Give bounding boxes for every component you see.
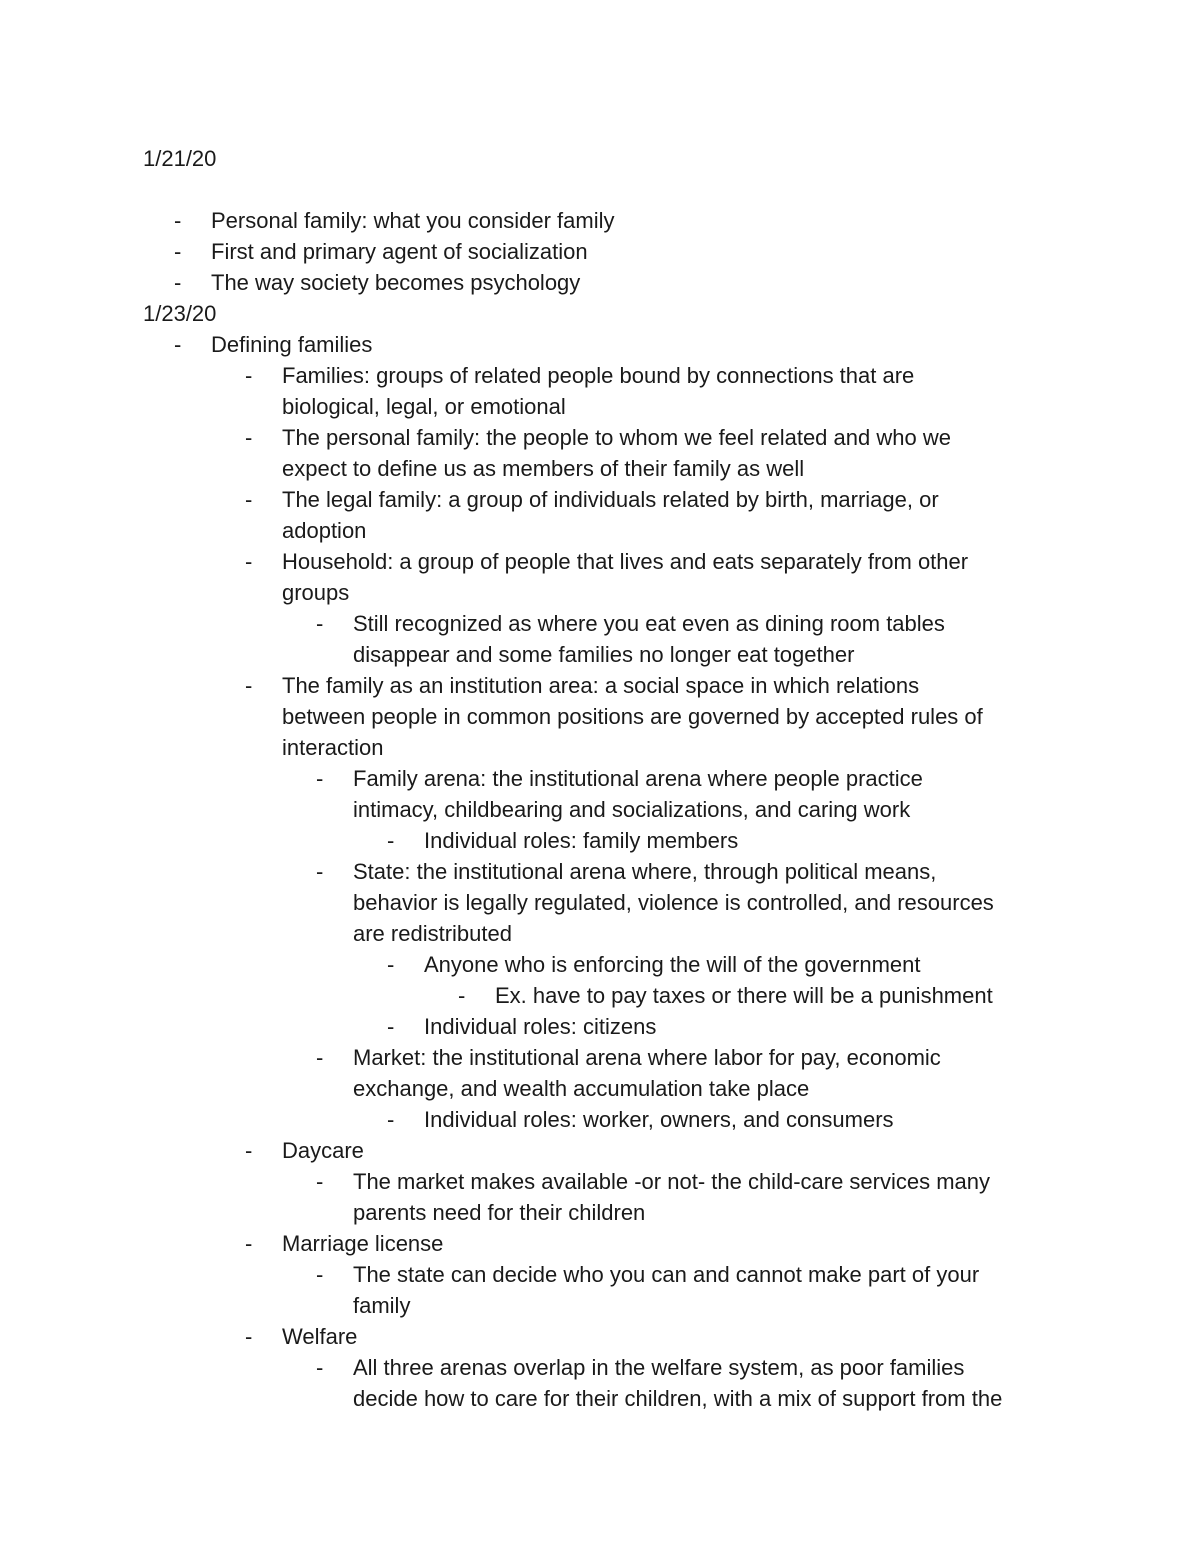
bullet-text: Families: groups of related people bound by connections that are bbox=[282, 363, 915, 388]
bullet-text: The legal family: a group of individuals related by birth, marriage, or bbox=[282, 487, 939, 512]
bullet-text: family bbox=[353, 1293, 411, 1318]
dash-marker: - bbox=[316, 1045, 324, 1070]
bullet-text: State: the institutional arena where, through political means, bbox=[353, 859, 937, 884]
bullet-text: The personal family: the people to whom we feel related and who we bbox=[282, 425, 951, 450]
bullet-continuation bbox=[0, 918, 1200, 949]
dash-marker: - bbox=[316, 1262, 324, 1287]
bullet-continuation bbox=[0, 887, 1200, 918]
bullet-item bbox=[0, 949, 1200, 980]
bullet-text: decide how to care for their children, with a mix of support from the bbox=[353, 1386, 1003, 1411]
bullet-text: The market makes available -or not- the child-care services many bbox=[353, 1169, 991, 1194]
bullet-text: Marriage license bbox=[282, 1231, 444, 1256]
bullet-item bbox=[0, 825, 1200, 856]
dash-marker: - bbox=[174, 332, 182, 357]
dash-marker: - bbox=[245, 673, 253, 698]
bullet-text: intimacy, childbearing and socializations, and caring work bbox=[353, 797, 911, 822]
bullet-continuation bbox=[0, 1197, 1200, 1228]
dash-marker: - bbox=[245, 1138, 253, 1163]
bullet-item bbox=[0, 1104, 1200, 1135]
bullet-item bbox=[0, 205, 1200, 236]
bullet-item bbox=[0, 360, 1200, 391]
bullet-text: Welfare bbox=[282, 1324, 358, 1349]
bullet-item bbox=[0, 1042, 1200, 1073]
bullet-text: All three arenas overlap in the welfare system, as poor families bbox=[353, 1355, 965, 1380]
bullet-text: disappear and some families no longer eat together bbox=[353, 642, 855, 667]
dash-marker: - bbox=[174, 270, 182, 295]
bullet-item bbox=[0, 856, 1200, 887]
dash-marker: - bbox=[245, 425, 253, 450]
document-page bbox=[0, 143, 1200, 1414]
bullet-text: expect to define us as members of their family as well bbox=[282, 456, 805, 481]
dash-marker: - bbox=[316, 859, 324, 884]
bullet-item bbox=[0, 670, 1200, 701]
dash-marker: - bbox=[245, 1324, 253, 1349]
dash-marker: - bbox=[387, 952, 395, 977]
dash-marker: - bbox=[174, 239, 182, 264]
dash-marker: - bbox=[316, 611, 324, 636]
dash-marker: - bbox=[316, 766, 324, 791]
bullet-text: Ex. have to pay taxes or there will be a punishment bbox=[495, 983, 993, 1008]
bullet-text: Still recognized as where you eat even as dining room tables bbox=[353, 611, 945, 636]
date-heading bbox=[0, 143, 1200, 174]
bullet-continuation bbox=[0, 701, 1200, 732]
dash-marker: - bbox=[387, 1014, 395, 1039]
bullet-item bbox=[0, 484, 1200, 515]
bullet-item bbox=[0, 1228, 1200, 1259]
bullet-text: groups bbox=[282, 580, 350, 605]
bullet-continuation bbox=[0, 391, 1200, 422]
bullet-text: parents need for their children bbox=[353, 1200, 646, 1225]
bullet-text: Daycare bbox=[282, 1138, 364, 1163]
bullet-continuation bbox=[0, 732, 1200, 763]
bullet-text: between people in common positions are governed by accepted rules of bbox=[282, 704, 983, 729]
bullet-text: Individual roles: family members bbox=[424, 828, 739, 853]
bullet-text: interaction bbox=[282, 735, 384, 760]
dash-marker: - bbox=[316, 1169, 324, 1194]
bullet-item bbox=[0, 236, 1200, 267]
bullet-text: are redistributed bbox=[353, 921, 512, 946]
dash-marker: - bbox=[174, 208, 182, 233]
bullet-item bbox=[0, 546, 1200, 577]
date-text: 1/23/20 bbox=[143, 301, 217, 326]
dash-marker: - bbox=[387, 1107, 395, 1132]
bullet-text: exchange, and wealth accumulation take place bbox=[353, 1076, 810, 1101]
bullet-item bbox=[0, 1259, 1200, 1290]
bullet-continuation bbox=[0, 1073, 1200, 1104]
bullet-continuation bbox=[0, 1290, 1200, 1321]
dash-marker: - bbox=[245, 549, 253, 574]
bullet-continuation bbox=[0, 453, 1200, 484]
bullet-item bbox=[0, 329, 1200, 360]
bullet-text: The state can decide who you can and cannot make part of your bbox=[353, 1262, 980, 1287]
bullet-text: Defining families bbox=[211, 332, 373, 357]
bullet-text: First and primary agent of socialization bbox=[211, 239, 588, 264]
bullet-item bbox=[0, 1321, 1200, 1352]
bullet-item bbox=[0, 267, 1200, 298]
bullet-continuation bbox=[0, 639, 1200, 670]
bullet-item bbox=[0, 608, 1200, 639]
bullet-text: biological, legal, or emotional bbox=[282, 394, 566, 419]
bullet-text: Anyone who is enforcing the will of the government bbox=[424, 952, 921, 977]
blank-line bbox=[0, 174, 1200, 205]
bullet-continuation bbox=[0, 577, 1200, 608]
bullet-text: Individual roles: worker, owners, and consumers bbox=[424, 1107, 894, 1132]
dash-marker: - bbox=[245, 363, 253, 388]
bullet-item bbox=[0, 763, 1200, 794]
bullet-continuation bbox=[0, 515, 1200, 546]
dash-marker: - bbox=[245, 1231, 253, 1256]
bullet-item bbox=[0, 980, 1200, 1011]
bullet-item bbox=[0, 422, 1200, 453]
bullet-text: The family as an institution area: a social space in which relations bbox=[282, 673, 920, 698]
dash-marker: - bbox=[316, 1355, 324, 1380]
dash-marker: - bbox=[245, 487, 253, 512]
bullet-text: adoption bbox=[282, 518, 367, 543]
bullet-item bbox=[0, 1011, 1200, 1042]
bullet-item bbox=[0, 1166, 1200, 1197]
bullet-continuation bbox=[0, 794, 1200, 825]
dash-marker: - bbox=[458, 983, 466, 1008]
bullet-item bbox=[0, 1135, 1200, 1166]
bullet-continuation bbox=[0, 1383, 1200, 1414]
dash-marker: - bbox=[387, 828, 395, 853]
date-heading bbox=[0, 298, 1200, 329]
bullet-text: Individual roles: citizens bbox=[424, 1014, 657, 1039]
bullet-text: Family arena: the institutional arena where people practice bbox=[353, 766, 923, 791]
bullet-item bbox=[0, 1352, 1200, 1383]
date-text: 1/21/20 bbox=[143, 146, 217, 171]
bullet-text: behavior is legally regulated, violence is controlled, and resources bbox=[353, 890, 994, 915]
bullet-text: Household: a group of people that lives and eats separately from other bbox=[282, 549, 969, 574]
bullet-text: Personal family: what you consider family bbox=[211, 208, 615, 233]
bullet-text: The way society becomes psychology bbox=[211, 270, 581, 295]
bullet-text: Market: the institutional arena where labor for pay, economic bbox=[353, 1045, 941, 1070]
